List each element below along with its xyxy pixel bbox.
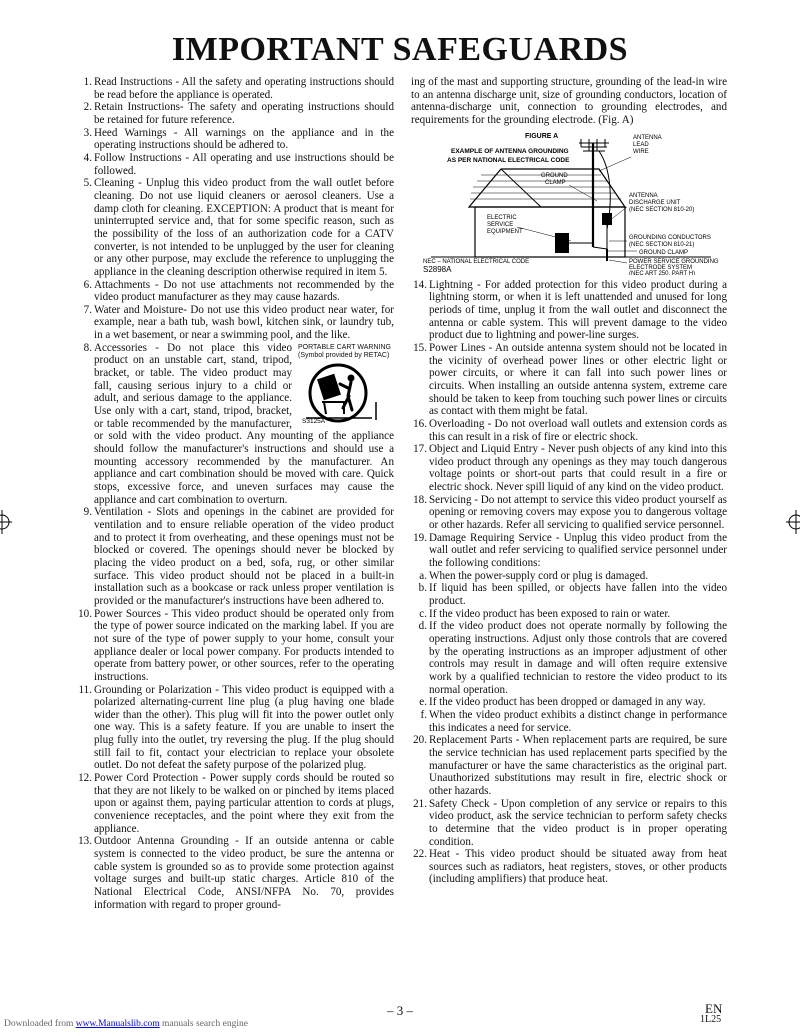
item-text: If the video product has been dropped or damaged in any way. (429, 696, 706, 709)
item-number: 10. (78, 607, 92, 620)
item-number: 11. (78, 683, 92, 696)
service-conditions-list (411, 570, 727, 735)
item-number: 14. (413, 278, 427, 291)
item-text: Attachments - Do not use attachments not recommended by the video product manufacturer as they may cause hazards. (94, 278, 394, 304)
cart-warning-subtitle: (Symbol provided by RETAC) (298, 351, 390, 359)
language-code: EN (705, 1001, 723, 1016)
figure-caption-2: AS PER NATIONAL ELECTRICAL CODE (447, 156, 570, 164)
safeguard-item (411, 279, 727, 342)
label-electric-2: SERVICE (487, 221, 514, 228)
safeguard-item (76, 101, 394, 126)
item-number: 9. (83, 506, 92, 519)
item-number: 19. (413, 531, 427, 544)
item-text: Servicing - Do not attempt to service this video product yourself as opening or removing covers may expose you to dangerous voltage or other hazards. Refer all servicing to qualified service personnel. (429, 493, 727, 532)
label-discharge-2: DISCHARGE UNIT (629, 199, 681, 206)
figure-a (421, 129, 727, 275)
item-text: Ventilation - Slots and openings in the cabinet are provided for ventilation and to ensure reliable operation of the video product and to protect it from overheating, and these openings must not be blocked or covered. The openings should never be blocked by placing the video product on a bed, sofa, rug, or other similar surface. This video product should not be placed in a built-in installation such as a bookcase or rack unless proper ventilation is provided or the manufacturer's instructions have been adhered to. (94, 506, 394, 607)
item-number: 1. (83, 76, 92, 88)
item-text: Grounding or Polarization - This video product is equipped with a polarized alternating-current line plug (a plug having one blade wider than the other). This plug will fit into the power outlet only one way. This is a safety feature. If you are unable to insert the plug fully into the outlet, try reversing the plug. If the plug should still fail to fit, contact your electrician to replace your obsolete outlet. Do not defeat the safety purpose of the polarized plug. (94, 683, 394, 772)
safeguard-item (76, 279, 394, 304)
item-text: If liquid has been spilled, or objects have fallen into the video product. (429, 582, 727, 608)
item-number: b. (418, 582, 427, 595)
item-text: Heat - This video product should be situated away from heat sources such as radiators, heat registers, stoves, or other products (including amplifiers) that produce heat. (429, 848, 727, 886)
safeguard-item (411, 620, 727, 696)
safeguard-item (411, 734, 727, 797)
item-number: 6. (83, 278, 92, 291)
item-text: Follow Instructions - All operating and use instructions should be followed. (94, 151, 394, 177)
label-conductors-1: GROUNDING CONDUCTORS (629, 234, 711, 241)
safeguard-list-c (411, 279, 727, 570)
label-electric-1: ELECTRIC (487, 214, 517, 221)
safeguard-item (76, 506, 394, 607)
item-number: 8. (83, 341, 92, 354)
figure-caption-1: EXAMPLE OF ANTENNA GROUNDING (451, 147, 569, 155)
item-number: 7. (83, 303, 92, 316)
item-text: When the power-supply cord or plug is damaged. (429, 569, 649, 582)
registration-mark-left-icon (0, 510, 14, 534)
item-number: 13. (78, 835, 92, 848)
item-text: Object and Liquid Entry - Never push objects of any kind into this video product through any openings as they may touch dangerous voltage points or short-out parts that could result in a fire or electric shock. Never spill liquid of any kind on the video product. (429, 443, 727, 494)
manualslib-link[interactable]: www.Manualslib.com (75, 1019, 160, 1029)
cart-warning-code: S3125A (302, 417, 326, 424)
label-discharge-3: (NEC SECTION 810-20) (629, 206, 695, 213)
registration-mark-right-icon (784, 510, 800, 534)
download-suffix: manuals search engine (161, 1019, 248, 1029)
label-power-1: POWER SERVICE GROUNDING (629, 258, 719, 265)
item-number: 18. (413, 493, 427, 506)
item-number: a. (419, 569, 427, 582)
item-number: 4. (83, 151, 92, 164)
download-notice (4, 1019, 248, 1029)
safeguard-list-b (76, 506, 394, 911)
item-text: Damage Requiring Service - Unplug this video product from the wall outlet and refer servicing to qualified service personnel under the following conditions: (429, 531, 727, 570)
safeguard-item (411, 342, 727, 418)
item-text: Water and Moisture- Do not use this video product near water, for example, near a bath tub, wash bowl, kitchen sink, or laundry tub, in a wet basement, or near a swimming pool, and the like. (94, 303, 394, 342)
label-nec: NEC – NATIONAL ELECTRICAL CODE (423, 258, 530, 265)
item-text: Outdoor Antenna Grounding - If an outside antenna or cable system is connected to the video product, be sure the antenna or cable system is grounded so as to provide some protection against voltage surges and built-up static charges. Article 810 of the National Electrical Code, ANSI/NFPA No. 70, provides information with regard to proper ground- (94, 835, 394, 911)
item-text: Heed Warnings - All warnings on the appliance and in the operating instructions should be adhered to. (94, 126, 394, 152)
item-text: Accessories - Do not place this video product on an unstable cart, stand, tripod, bracket, or table. The video product may fall, causing serious injury to a child or adult, and serious damage to the appliance. Use only with a cart, stand, tripod, bracket, or table recommended by the manufacturer, or sold with the video product. Any mounting of the appliance should follow the manufacturer's instructions and should use a mounting accessory recommended by the manufacturer. An appliance and cart combination should be moved with care. Quick stops, excessive force, and uneven surfaces may cause the appliance and cart combination to overturn. (94, 341, 394, 506)
item-number: c. (419, 607, 427, 620)
safeguard-item (411, 798, 727, 849)
label-discharge-1: ANTENNA (629, 192, 658, 199)
safeguard-item (76, 76, 394, 101)
cart-warning-box (298, 344, 394, 424)
safeguard-item (411, 608, 727, 621)
safeguard-item (76, 152, 394, 177)
item-number: 20. (413, 734, 427, 747)
item-text: Replacement Parts - When replacement parts are required, be sure the service technician has used replacement parts specified by the manufacturer or have the same characteristics as the original part. Unauthorized substitutions may result in fire, electric shock or other hazards. (429, 734, 727, 797)
safeguard-item (411, 494, 727, 532)
safeguard-list-d (411, 734, 727, 886)
label-conductors-2: (NEC SECTION 810-21) (629, 241, 695, 248)
right-column (411, 76, 727, 886)
label-antenna-3: WIRE (633, 148, 649, 155)
item-text: Cleaning - Unplug this video product from the wall outlet before cleaning. Do not use liquid cleaners or aerosol cleaners. Use a damp cloth for cleaning. EXCEPTION: A product that is meant for uninterrupted service and, that for some specific reason, such as the possibility of the loss of an authorization code for a CATV converter, is not intended to be unplugged by the user for cleaning or any other purpose, may exclude the reference to unplugging the appliance in the cleaning description otherwise required in item 5. (94, 177, 394, 278)
page-title: IMPORTANT SAFEGUARDS (171, 31, 629, 68)
safeguard-item-8 (76, 342, 394, 507)
safeguard-item (411, 532, 727, 570)
item-text: Read Instructions - All the safety and operating instructions should be read before the appliance is operated. (94, 76, 394, 101)
label-antenna-1: ANTENNA (633, 134, 662, 141)
cart-tip-over-icon (298, 362, 388, 424)
safeguard-item (411, 443, 727, 494)
item-text: Overloading - Do not overload wall outlets and extension cords as this can result in a risk of fire or electric shock. (429, 417, 727, 443)
figure-label: FIGURE A (525, 132, 559, 140)
label-power-2: ELECTRODE SYSTEM (629, 264, 693, 271)
safeguard-item (76, 177, 394, 278)
item-text: Power Lines - An outside antenna system should not be located in the vicinity of overhead power lines or other electric light or power circuits, or where it can fall into such power lines or circuits. When installing an outside antenna system, extreme care should be taken to keep from touching such power lines or circuits as contact with them might be fatal. (429, 341, 727, 418)
safeguard-item (411, 848, 727, 886)
item-text: If the video product has been exposed to rain or water. (429, 607, 671, 620)
item-13-continuation (411, 76, 727, 127)
item-text: Power Sources - This video product should be operated only from the type of power source indicated on the marking label. If you are not sure of the type of power supply to your home, consult your appliance dealer or local power company. For products intended to operate from battery power, or other sources, refer to the operating instructions. (94, 607, 394, 683)
item-number: e. (419, 696, 427, 709)
safeguard-item (411, 709, 727, 734)
label-antenna-2: LEAD (633, 141, 649, 148)
safeguard-item (76, 608, 394, 684)
item-number: 17. (413, 443, 427, 456)
item-number: d. (418, 620, 427, 633)
item-number: 3. (83, 126, 92, 139)
page-number: – 3 – (387, 1003, 413, 1018)
continuation-text: ing of the mast and supporting structure, grounding of the lead-in wire to an antenna discharge unit, size of grounding conductors, location of antenna-discharge unit, connection to grounding electrodes, and requirements for the grounding electrode. (Fig. A) (411, 76, 727, 126)
cart-warning-title: PORTABLE CART WARNING (298, 343, 391, 351)
safeguard-item (411, 582, 727, 607)
safeguard-item (76, 127, 394, 152)
antenna-grounding-diagram (421, 129, 721, 275)
left-column (76, 76, 394, 911)
item-number: 16. (413, 417, 427, 430)
item-number: 5. (83, 177, 92, 190)
item-number: 2. (83, 101, 92, 114)
item-number: 21. (413, 797, 427, 810)
item-number: 22. (413, 848, 427, 861)
safeguard-item (76, 304, 394, 342)
label-power-3: (NEC ART 250, PART H) (629, 270, 696, 275)
item-text: Lightning - For added protection for this video product during a lightning storm, or when it is left unattended and unused for long periods of time, unplug it from the wall outlet and disconnect the antenna or cable system. This will prevent damage to the video product due to lightning and power-line surges. (429, 278, 727, 342)
document-code: 1L25 (700, 1014, 722, 1025)
safeguard-item (76, 684, 394, 773)
download-prefix: Downloaded from (4, 1019, 74, 1029)
label-ground-clamp-b: GROUND CLAMP (639, 249, 689, 256)
item-number: f. (420, 708, 427, 721)
item-text: When the video product exhibits a distinct change in performance this indicates a need for service. (429, 708, 727, 734)
label-ground-clamp-2: CLAMP (545, 179, 566, 186)
item-text: Retain Instructions- The safety and operating instructions should be retained for future reference. (94, 101, 394, 126)
label-ground-clamp-1: GROUND (541, 172, 568, 179)
item-number: 15. (413, 341, 427, 354)
safeguard-item (76, 835, 394, 911)
safeguard-item (411, 418, 727, 443)
item-text: Safety Check - Upon completion of any service or repairs to this video product, ask the service technician to perform safety checks to determine that the video product is in proper operating condition. (429, 797, 727, 848)
figure-code: S2898A (423, 264, 452, 274)
safeguard-item (411, 570, 727, 583)
item-text: Power Cord Protection - Power supply cords should be routed so that they are not likely to be walked on or pinched by items placed upon or against them, paying particular attention to cords at plugs, convenience receptacles, and the point where they exit from the appliance. (94, 772, 394, 835)
safeguard-list-a (76, 76, 394, 342)
label-electric-3: EQUIPMENT (487, 228, 523, 235)
item-text: If the video product does not operate normally by following the operating instructions. Adjust only those controls that are covered by the operating instructions as an improper adjustment of other controls may result in damage and will often require extensive work by a qualified technician to restore the video product to its normal operation. (429, 620, 727, 696)
safeguard-item (76, 772, 394, 835)
item-number: 12. (78, 772, 92, 785)
safeguard-item (411, 696, 727, 709)
